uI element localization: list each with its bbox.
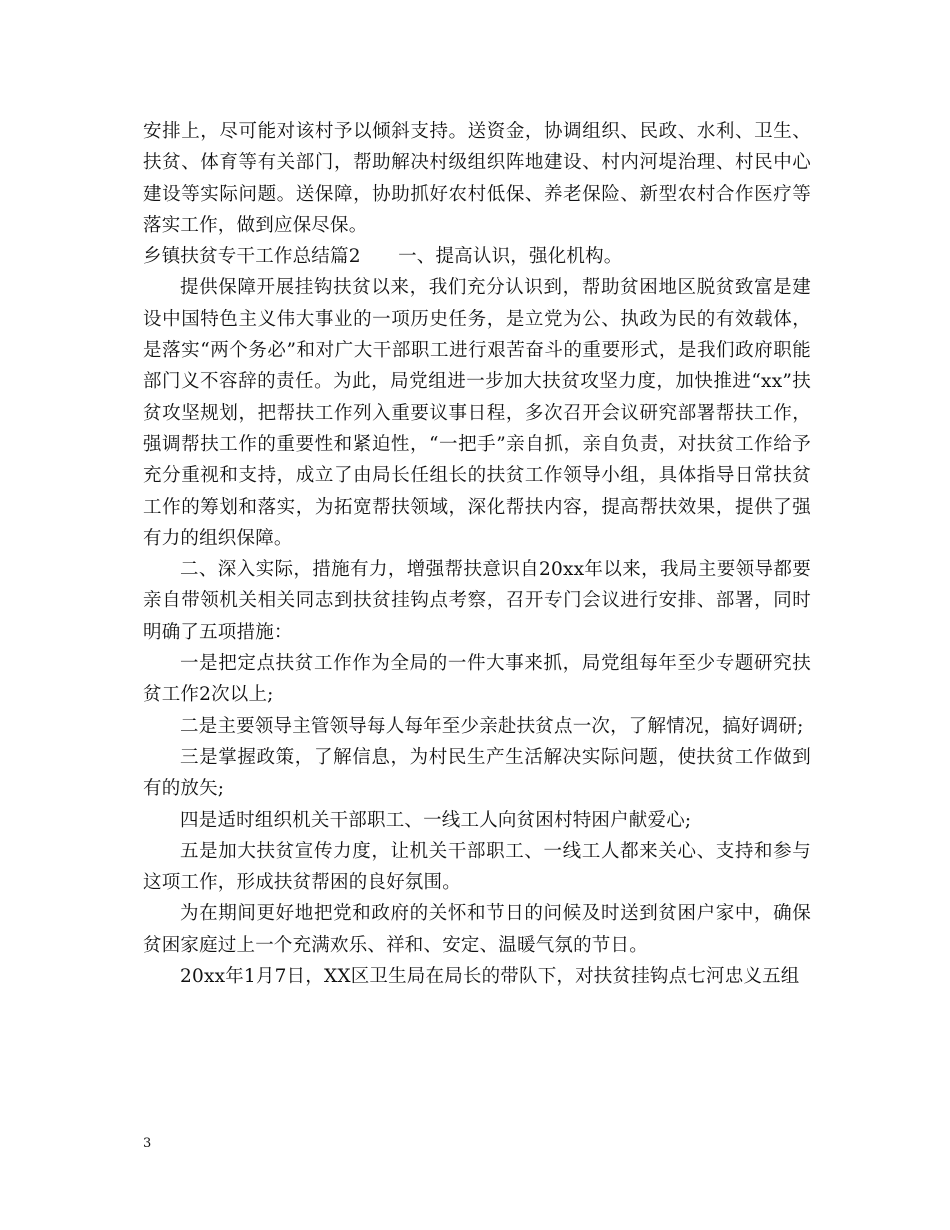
paragraph-awareness: 提供保障开展挂钩扶贫以来，我们充分认识到，帮助贫困地区脱贫致富是建设中国特色主义伟大事业的一项历史任务，是立党为公、执政为民的有效载体，是落实“两个务必”和对广大干部职工进行艰苦奋斗的重要形式，是我们政府职能部门义不容辞的责任。为此，局党组进一步加大扶贫攻坚力度，加快推进“xx”扶贫攻坚规划，把帮扶工作列入重要议事日程，多次召开会议研究部署帮扶工作，强调帮扶工作的重要性和紧迫性，“一把手”亲自抓，亲自负责，对扶贫工作给予充分重视和支持，成立了由局长任组长的扶贫工作领导小组，具体指导日常扶贫工作的筹划和落实，为拓宽帮扶领域，深化帮扶内容，提高帮扶效果，提供了强有力的组织保障。 [143, 277, 811, 549]
paragraph-visit: 20xx年1月7日，XX区卫生局在局长的带队下，对扶贫挂钩点七河忠义五组 [180, 966, 800, 988]
paragraph-measure-4: 四是适时组织机关干部职工、一线工人向贫困村特困户献爱心; [180, 809, 692, 831]
page-number: 3 [143, 1136, 152, 1151]
paragraph-holiday: 为在期间更好地把党和政府的关怀和节日的问候及时送到贫困户家中，确保贫困家庭过上一个充满欢乐、祥和、安定、温暖气氛的节日。 [143, 903, 811, 956]
section-heading: 乡镇扶贫专干工作总结篇2 一、提高认识，强化机构。 [143, 246, 623, 268]
paragraph-measure-5: 五是加大扶贫宣传力度，让机关干部职工、一线工人都来关心、支持和参与这项工作，形成扶贫帮困的良好氛围。 [143, 840, 811, 894]
paragraph-measures-intro: 二、深入实际，措施有力，增强帮扶意识自20xx年以来，我局主要领导都要亲自带领机关相关同志到扶贫挂钩点考察，召开专门会议进行安排、部署，同时明确了五项措施： [143, 559, 811, 643]
paragraph-measure-2: 二是主要领导主管领导每人每年至少亲赴扶贫点一次，了解情况，搞好调研; [180, 715, 804, 737]
document-body [143, 116, 811, 992]
paragraph-measure-1: 一是把定点扶贫工作作为全局的一件大事来抓，局党组每年至少专题研究扶贫工作2次以上; [143, 653, 811, 706]
paragraph-continuation: 安排上，尽可能对该村予以倾斜支持。送资金，协调组织、民政、水利、卫生、扶贫、体育等有关部门，帮助解决村级组织阵地建设、村内河堤治理、村民中心建设等实际问题。送保障，协助抓好农村低保、养老保险、新型农村合作医疗等落实工作，做到应保尽保。 [143, 121, 811, 236]
paragraph-measure-3: 三是掌握政策，了解信息，为村民生产生活解决实际问题，使扶贫工作做到有的放矢; [143, 746, 811, 800]
